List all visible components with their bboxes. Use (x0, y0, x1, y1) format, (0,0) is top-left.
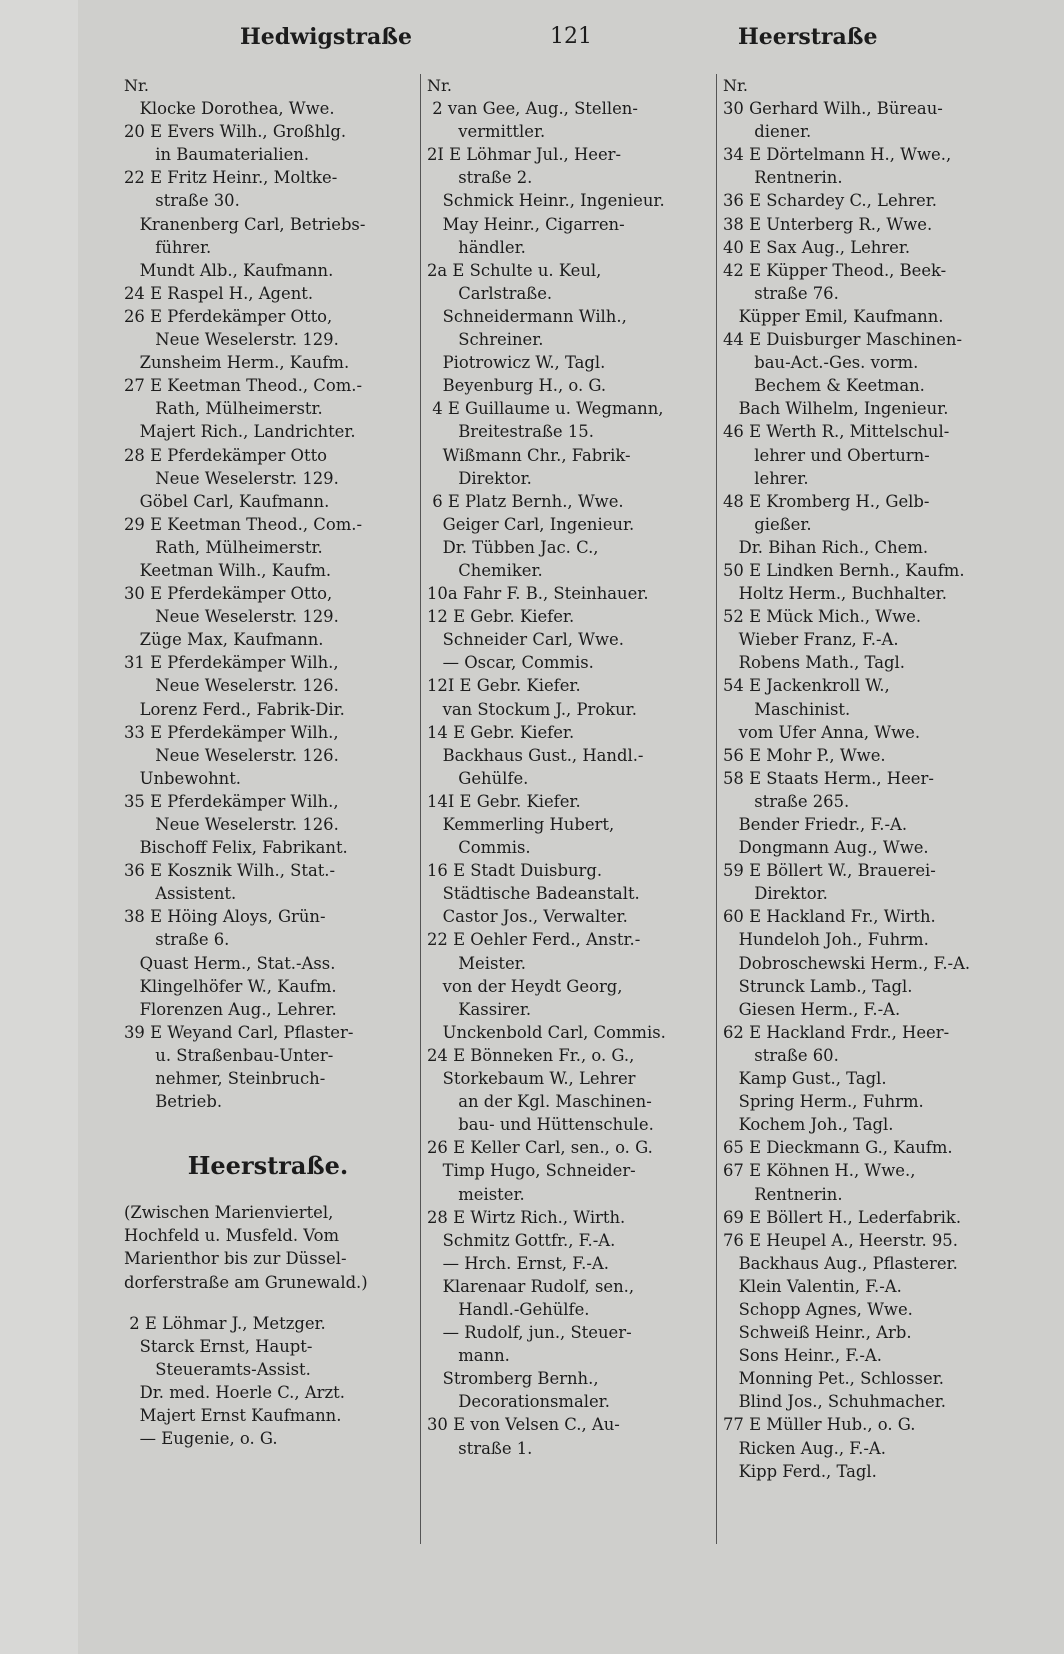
entry-line: Beyenburg H., o. G. (427, 376, 607, 396)
entry-line: dorferstraße am Grunewald.) (124, 1272, 368, 1292)
entry-line: 46 E Werth R., Mittelschul- (723, 422, 950, 442)
entry-line: 28 E Wirtz Rich., Wirth. (427, 1207, 626, 1227)
entry-line: 52 E Mück Mich., Wwe. (723, 607, 922, 627)
entry-line: Sons Heinr., F.-A. (723, 1346, 882, 1366)
entry-line: Hochfeld u. Musfeld. Vom (124, 1226, 339, 1246)
entry-line: Kipp Ferd., Tagl. (723, 1461, 877, 1481)
entry-line: 38 E Unterberg R., Wwe. (723, 214, 933, 234)
entry-line: — Hrch. Ernst, F.-A. (427, 1253, 609, 1273)
section-title: Heerstraße. (187, 1151, 349, 1181)
entry-line: 30 E Pferdekämper Otto, (124, 584, 333, 604)
entry-line: Carlstraße. (427, 283, 553, 303)
entry-line: — Oscar, Commis. (427, 653, 594, 673)
entry-line: 67 E Köhnen H., Wwe., (723, 1161, 916, 1181)
entry-line: 36 E Schardey C., Lehrer. (723, 191, 937, 211)
entry-line: Klarenaar Rudolf, sen., (427, 1276, 635, 1296)
entry-line: in Baumaterialien. (124, 145, 310, 165)
entry-line: Backhaus Gust., Handl.- (427, 745, 644, 765)
entry-line: 2a E Schulte u. Keul, (427, 260, 602, 280)
entry-line: Göbel Carl, Kaufmann. (124, 491, 330, 511)
entry-line: Keetman Wilh., Kaufm. (124, 560, 332, 580)
entry-line: Kranenberg Carl, Betriebs- (124, 214, 366, 234)
entry-line: Ricken Aug., F.-A. (723, 1438, 886, 1458)
entry-line: Handl.-Gehülfe. (427, 1299, 590, 1319)
entry-line: 44 E Duisburger Maschinen- (723, 330, 963, 350)
entry-line: lehrer und Oberturn- (723, 445, 930, 465)
entry-line: — Rudolf, jun., Steuer- (427, 1323, 632, 1343)
entry-line: Wieber Franz, F.-A. (723, 630, 899, 650)
entry-line: Klocke Dorothea, Wwe. (124, 99, 335, 119)
entry-line: mann. (427, 1346, 510, 1366)
header-right-street: Heerstraße (738, 24, 878, 50)
entry-line: 12I E Gebr. Kiefer. (427, 676, 581, 696)
entry-line: May Heinr., Cigarren- (427, 214, 625, 234)
entry-line: Direktor. (723, 884, 828, 904)
entry-line: Küpper Emil, Kaufmann. (723, 306, 944, 326)
entry-line: u. Straßenbau-Unter- (124, 1045, 334, 1065)
entry-line: Schmick Heinr., Ingenieur. (427, 191, 665, 211)
entry-line: 36 E Kosznik Wilh., Stat.- (124, 861, 336, 881)
entry-line: 58 E Staats Herm., Heer- (723, 768, 934, 788)
entry-line: 14I E Gebr. Kiefer. (427, 791, 581, 811)
entry-line: nehmer, Steinbruch- (124, 1069, 326, 1089)
entry-line: Strunck Lamb., Tagl. (723, 976, 913, 996)
entry-line: 2I E Löhmar Jul., Heer- (427, 145, 622, 165)
entry-line: Rath, Mülheimerstr. (124, 537, 323, 557)
entry-line: 14 E Gebr. Kiefer. (427, 722, 575, 742)
entry-line: Blind Jos., Schuhmacher. (723, 1392, 946, 1412)
entry-line: 27 E Keetman Theod., Com.- (124, 376, 362, 396)
entry-line: straße 2. (427, 168, 533, 188)
entry-line: Gehülfe. (427, 768, 529, 788)
entry-line: straße 6. (124, 930, 230, 950)
entry-line: 48 E Kromberg H., Gelb- (723, 491, 930, 511)
entry-line: 60 E Hackland Fr., Wirth. (723, 907, 936, 927)
entry-line: Kamp Gust., Tagl. (723, 1069, 887, 1089)
entry-line: Neue Weselerstr. 126. (124, 745, 339, 765)
entry-line: gießer. (723, 514, 812, 534)
entry-line: 26 E Keller Carl, sen., o. G. (427, 1138, 653, 1158)
entry-line: 56 E Mohr P., Wwe. (723, 745, 886, 765)
entry-line: Schneider Carl, Wwe. (427, 630, 624, 650)
entry-line: 28 E Pferdekämper Otto (124, 445, 328, 465)
entry-line: straße 60. (723, 1045, 839, 1065)
entry-line: Marienthor bis zur Düssel- (124, 1249, 347, 1269)
entry-line: 4 E Guillaume u. Wegmann, (427, 399, 664, 419)
entry-line: an der Kgl. Maschinen- (427, 1092, 652, 1112)
entry-line: meister. (427, 1184, 525, 1204)
column-nr-label: Nr. (723, 76, 748, 95)
entry-line: von der Heydt Georg, (427, 976, 623, 996)
entry-line: Neue Weselerstr. 129. (124, 468, 339, 488)
page-number: 121 (550, 24, 592, 49)
entry-line: 38 E Höing Aloys, Grün- (124, 907, 326, 927)
entry-line: — Eugenie, o. G. (124, 1429, 278, 1449)
entry-line: 54 E Jackenkroll W., (723, 676, 890, 696)
entry-line: Dongmann Aug., Wwe. (723, 838, 929, 858)
entry-line: Starck Ernst, Haupt- (124, 1336, 313, 1356)
entry-line: Bender Friedr., F.-A. (723, 815, 908, 834)
entry-line: 77 E Müller Hub., o. G. (723, 1415, 916, 1435)
header-left-street: Hedwigstraße (240, 24, 412, 50)
entry-line: Bach Wilhelm, Ingenieur. (723, 399, 949, 419)
entry-line: 6 E Platz Bernh., Wwe. (427, 491, 624, 511)
entry-line: (Zwischen Marienviertel, (124, 1203, 334, 1223)
entry-line: Quast Herm., Stat.-Ass. (124, 953, 336, 973)
entry-line: bau-Act.-Ges. vorm. (723, 353, 919, 373)
entry-line: Maschinist. (723, 699, 851, 719)
entry-line: Schweiß Heinr., Arb. (723, 1323, 912, 1343)
entry-line: 34 E Dörtelmann H., Wwe., (723, 145, 952, 165)
entry-line: Unbewohnt. (124, 768, 241, 788)
entry-line: Kemmerling Hubert, (427, 815, 615, 834)
entry-line: 30 Gerhard Wilh., Büreau- (723, 99, 943, 119)
column-1-entries (124, 97, 412, 1113)
entry-line: Hundeloh Joh., Fuhrm. (723, 930, 929, 950)
entry-line: Decorationsmaler. (427, 1392, 610, 1412)
entry-line: Piotrowicz W., Tagl. (427, 353, 606, 373)
column-1-entries-2 (124, 1312, 412, 1451)
entry-line: Majert Rich., Landrichter. (124, 422, 356, 442)
entry-line: Direktor. (427, 468, 532, 488)
entry-line: Bechem & Keetman. (723, 376, 925, 396)
entry-line: Schreiner. (427, 330, 544, 350)
entry-line: Chemiker. (427, 560, 543, 580)
entry-line: Monning Pet., Schlosser. (723, 1369, 944, 1389)
entry-line: straße 30. (124, 191, 240, 211)
entry-line: 10a Fahr F. B., Steinhauer. (427, 584, 649, 604)
entry-line: Kassirer. (427, 999, 532, 1019)
entry-line: Neue Weselerstr. 129. (124, 330, 339, 350)
entry-line: Backhaus Aug., Pflasterer. (723, 1253, 958, 1273)
entry-line: 65 E Dieckmann G., Kaufm. (723, 1138, 953, 1158)
entry-line: diener. (723, 122, 812, 142)
column-1 (124, 74, 412, 1450)
entry-line: 33 E Pferdekämper Wilh., (124, 722, 339, 742)
entry-line: Spring Herm., Fuhrm. (723, 1092, 924, 1112)
entry-line: 24 E Bönneken Fr., o. G., (427, 1045, 635, 1065)
entry-line: Holtz Herm., Buchhalter. (723, 584, 947, 604)
entry-line: Klingelhöfer W., Kaufm. (124, 976, 337, 996)
entry-line: Geiger Carl, Ingenieur. (427, 514, 635, 534)
entry-line: 59 E Böllert W., Brauerei- (723, 861, 936, 881)
entry-line: vom Ufer Anna, Wwe. (723, 722, 921, 742)
entry-line: händler. (427, 237, 526, 257)
entry-line: Storkebaum W., Lehrer (427, 1069, 636, 1089)
entry-line: van Stockum J., Prokur. (427, 699, 637, 719)
entry-line: führer. (124, 237, 212, 257)
entry-line: 42 E Küpper Theod., Beek- (723, 260, 947, 280)
entry-line: 24 E Raspel H., Agent. (124, 283, 314, 303)
entry-line: Robens Math., Tagl. (723, 653, 905, 673)
entry-line: Schopp Agnes, Wwe. (723, 1299, 913, 1319)
section-intro (124, 1201, 412, 1293)
entry-line: Schmitz Gottfr., F.-A. (427, 1230, 616, 1250)
entry-line: Rentnerin. (723, 1184, 843, 1204)
entry-line: Bischoff Felix, Fabrikant. (124, 838, 348, 858)
entry-line: Lorenz Ferd., Fabrik-Dir. (124, 699, 345, 719)
entry-line: Timp Hugo, Schneider- (427, 1161, 636, 1181)
entry-line: straße 76. (723, 283, 839, 303)
page-header (240, 24, 1030, 64)
entry-line: Giesen Herm., F.-A. (723, 999, 901, 1019)
entry-line: 69 E Böllert H., Lederfabrik. (723, 1207, 962, 1227)
entry-line: 35 E Pferdekämper Wilh., (124, 791, 339, 811)
entry-line: Dobroschewski Herm., F.-A. (723, 953, 971, 973)
column-2 (420, 74, 727, 1544)
column-nr-label: Nr. (427, 76, 452, 95)
entry-line: Meister. (427, 953, 526, 973)
entry-line: 16 E Stadt Duisburg. (427, 861, 603, 881)
entry-line: Unckenbold Carl, Commis. (427, 1022, 666, 1042)
entry-line: Breitestraße 15. (427, 422, 594, 442)
entry-line: 39 E Weyand Carl, Pflaster- (124, 1022, 354, 1042)
entry-line: Dr. Bihan Rich., Chem. (723, 537, 929, 557)
entry-line: 30 E von Velsen C., Au- (427, 1415, 620, 1435)
entry-line: Neue Weselerstr. 126. (124, 676, 339, 696)
entry-line: 62 E Hackland Frdr., Heer- (723, 1022, 950, 1042)
entry-line: Neue Weselerstr. 129. (124, 607, 339, 627)
column-2-entries (427, 97, 727, 1460)
entry-line: 2 E Löhmar J., Metzger. (124, 1313, 326, 1333)
entry-line: 22 E Fritz Heinr., Moltke- (124, 168, 338, 188)
entry-line: 20 E Evers Wilh., Großhlg. (124, 122, 347, 142)
entry-line: Städtische Badeanstalt. (427, 884, 640, 904)
entry-line: 22 E Oehler Ferd., Anstr.- (427, 930, 641, 950)
entry-line: Castor Jos., Verwalter. (427, 907, 628, 927)
entry-line: Neue Weselerstr. 126. (124, 815, 339, 834)
entry-line: Dr. Tübben Jac. C., (427, 537, 599, 557)
entry-line: Rentnerin. (723, 168, 843, 188)
entry-line: 29 E Keetman Theod., Com.- (124, 514, 362, 534)
entry-line: 40 E Sax Aug., Lehrer. (723, 237, 911, 257)
entry-line: Schneidermann Wilh., (427, 306, 627, 326)
entry-line: 2 van Gee, Aug., Stellen- (427, 99, 638, 119)
entry-line: straße 265. (723, 791, 850, 811)
entry-line: 50 E Lindken Bernh., Kaufm. (723, 560, 965, 580)
entry-line: Florenzen Aug., Lehrer. (124, 999, 337, 1019)
entry-line: Zunsheim Herm., Kaufm. (124, 353, 350, 373)
column-3-entries (723, 97, 1023, 1483)
entry-line: 26 E Pferdekämper Otto, (124, 306, 333, 326)
entry-line: Dr. med. Hoerle C., Arzt. (124, 1382, 345, 1402)
entry-line: straße 1. (427, 1438, 533, 1458)
entry-line: Mundt Alb., Kaufmann. (124, 260, 334, 280)
entry-line: Commis. (427, 838, 531, 858)
entry-line: Wißmann Chr., Fabrik- (427, 445, 631, 465)
entry-line: Kochem Joh., Tagl. (723, 1115, 894, 1135)
entry-line: Betrieb. (124, 1092, 223, 1112)
column-nr-label: Nr. (124, 76, 149, 95)
entry-line: Assistent. (124, 884, 237, 904)
entry-line: Klein Valentin, F.-A. (723, 1276, 902, 1296)
entry-line: Rath, Mülheimerstr. (124, 399, 323, 419)
entry-line: Stromberg Bernh., (427, 1369, 599, 1389)
column-3 (716, 74, 1023, 1544)
entry-line: Steueramts-Assist. (124, 1359, 311, 1379)
entry-line: vermittler. (427, 122, 546, 142)
entry-line: Majert Ernst Kaufmann. (124, 1405, 342, 1425)
entry-line: 12 E Gebr. Kiefer. (427, 607, 575, 627)
entry-line: lehrer. (723, 468, 809, 488)
entry-line: 31 E Pferdekämper Wilh., (124, 653, 339, 673)
entry-line: Züge Max, Kaufmann. (124, 630, 324, 650)
entry-line: bau- und Hüttenschule. (427, 1115, 654, 1135)
entry-line: 76 E Heupel A., Heerstr. 95. (723, 1230, 958, 1250)
